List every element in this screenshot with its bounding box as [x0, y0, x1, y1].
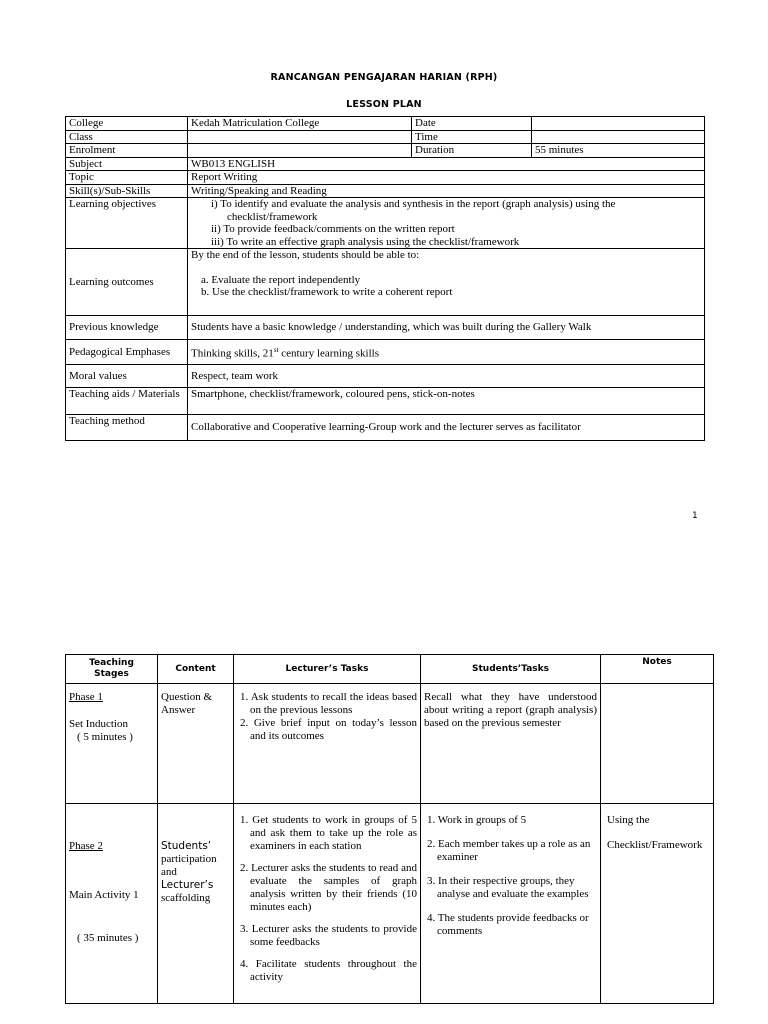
subject-label: Subject — [66, 157, 188, 171]
lecturer-task: 3. Lecturer asks the students to provide some feedbacks — [240, 923, 417, 948]
method-label: Teaching method — [66, 415, 188, 441]
duration-label: Duration — [412, 144, 532, 158]
topic-value: Report Writing — [188, 171, 705, 185]
row-outcomes — [66, 249, 705, 316]
header-students-tasks: Students’Tasks — [421, 655, 601, 684]
student-task: 4. The students provide feedbacks or comments — [427, 912, 589, 937]
row-skills — [66, 184, 705, 198]
phase1-notes — [601, 684, 714, 804]
phase2-time: ( 35 minutes ) — [77, 932, 139, 944]
row-college — [66, 117, 705, 131]
outcomes-label: Learning outcomes — [66, 249, 188, 316]
content-line: Students’ — [161, 840, 212, 852]
lecturer-task: 4. Facilitate students throughout the activity — [240, 958, 417, 983]
phase1-lecturer-list — [237, 691, 417, 743]
header-content: Content — [158, 655, 234, 684]
aids-value: Smartphone, checklist/framework, coloured pens, stick-on-notes — [188, 388, 705, 415]
subject-value: WB013 ENGLISH — [188, 157, 705, 171]
notes-line: Checklist/Framework — [607, 839, 703, 851]
phase2-name: Main Activity 1 — [69, 889, 139, 901]
phase2-notes — [601, 804, 714, 1004]
skills-value: Writing/Speaking and Reading — [188, 184, 705, 198]
pedagogy-value — [188, 340, 705, 365]
aids-label: Teaching aids / Materials — [66, 388, 188, 415]
row-previous-knowledge — [66, 316, 705, 340]
enrolment-label: Enrolment — [66, 144, 188, 158]
row-pedagogy — [66, 340, 705, 365]
pedagogy-text: Thinking skills, 21 — [191, 347, 274, 360]
content-line: Lecturer’s — [161, 879, 214, 891]
row-method — [66, 415, 705, 441]
row-topic — [66, 171, 705, 185]
pedagogy-text-end: century learning skills — [278, 347, 379, 360]
date-label: Date — [412, 117, 532, 131]
date-value — [532, 117, 705, 131]
row-aids — [66, 388, 705, 415]
phase2-students — [421, 804, 601, 1004]
phase2-lecturer-list — [237, 814, 417, 984]
college-label: College — [66, 117, 188, 131]
content-line: and — [161, 866, 177, 878]
moral-label: Moral values — [66, 365, 188, 388]
duration-value: 55 minutes — [532, 144, 705, 158]
objective-item: ii) To provide feedback/comments on the written report — [211, 223, 455, 235]
phase2-lecturer — [234, 804, 421, 1004]
pedagogy-sup: st — [273, 345, 279, 354]
phase2-stage — [66, 804, 158, 1004]
lecturer-task: 1. Ask students to recall the ideas based on the previous lessons — [240, 691, 417, 716]
header-teaching-stages: Teaching Stages — [66, 655, 158, 684]
row-subject — [66, 157, 705, 171]
phase2-title: Phase 2 — [69, 840, 103, 852]
teaching-stages-table — [65, 654, 714, 1004]
class-value — [188, 130, 412, 144]
topic-label: Topic — [66, 171, 188, 185]
phase1-row — [66, 684, 714, 804]
phase2-students-list — [424, 814, 597, 938]
phase1-lecturer — [234, 684, 421, 804]
method-value: Collaborative and Cooperative learning-Group work and the lecturer serves as facilitator — [188, 415, 705, 441]
row-enrolment — [66, 144, 705, 158]
objectives-cell — [188, 198, 705, 249]
header-notes: Notes — [601, 655, 714, 684]
moral-value: Respect, team work — [188, 365, 705, 388]
document-subtitle: LESSON PLAN — [346, 99, 422, 110]
outcome-item: b. Use the checklist/framework to write a coherent report — [201, 286, 453, 298]
student-task: 1. Work in groups of 5 — [427, 814, 527, 826]
phase1-stage — [66, 684, 158, 804]
objective-item: i) To identify and evaluate the analysis and synthesis in the report (graph analysis) using the checklist/framework — [211, 198, 616, 223]
page-number: 1 — [692, 511, 698, 521]
outcomes-cell — [188, 249, 705, 316]
prev-label: Previous knowledge — [66, 316, 188, 340]
college-value: Kedah Matriculation College — [188, 117, 412, 131]
phase2-content — [158, 804, 234, 1004]
row-objectives — [66, 198, 705, 249]
time-label: Time — [412, 130, 532, 144]
phase2-row — [66, 804, 714, 1004]
time-value — [532, 130, 705, 144]
objectives-label: Learning objectives — [66, 198, 188, 249]
objectives-list — [191, 198, 701, 248]
phase1-students: Recall what they have understood about writing a report (graph analysis) based on the previous semester — [421, 684, 601, 804]
content-line: scaffolding — [161, 892, 211, 904]
stages-header-row — [66, 655, 714, 684]
class-label: Class — [66, 130, 188, 144]
student-task: 3. In their respective groups, they analyse and evaluate the examples — [427, 875, 589, 900]
outcomes-list — [191, 274, 701, 299]
row-moral — [66, 365, 705, 388]
row-class — [66, 130, 705, 144]
header-lecturer-tasks: Lecturer’s Tasks — [234, 655, 421, 684]
phase1-content: Question & Answer — [158, 684, 234, 804]
skills-label: Skill(s)/Sub-Skills — [66, 184, 188, 198]
lecturer-task: 2. Give brief input on today’s lesson and its outcomes — [240, 717, 417, 742]
document-title: RANCANGAN PENGAJARAN HARIAN (RPH) — [270, 72, 498, 83]
lesson-info-table — [65, 116, 705, 441]
lecturer-task: 1. Get students to work in groups of 5 and ask them to take up the role as examiners in each station — [240, 814, 417, 852]
phase1-time: ( 5 minutes ) — [77, 731, 133, 743]
enrolment-value — [188, 144, 412, 158]
phase1-name: Set Induction — [69, 718, 128, 730]
student-task: 2. Each member takes up a role as an examiner — [427, 838, 591, 863]
notes-line: Using the — [607, 814, 650, 826]
phase1-title: Phase 1 — [69, 691, 103, 703]
outcomes-intro: By the end of the lesson, students should be able to: — [191, 249, 420, 261]
lecturer-task: 2. Lecturer asks the students to read and evaluate the samples of graph analysis written by their friends (10 minutes each) — [240, 862, 417, 913]
outcome-item: a. Evaluate the report independently — [201, 273, 361, 286]
objective-item: iii) To write an effective graph analysis using the checklist/framework — [211, 235, 520, 248]
prev-value: Students have a basic knowledge / understanding, which was built during the Gallery Walk — [188, 316, 705, 340]
pedagogy-label: Pedagogical Emphases — [66, 340, 188, 365]
content-line: participation — [161, 853, 217, 865]
